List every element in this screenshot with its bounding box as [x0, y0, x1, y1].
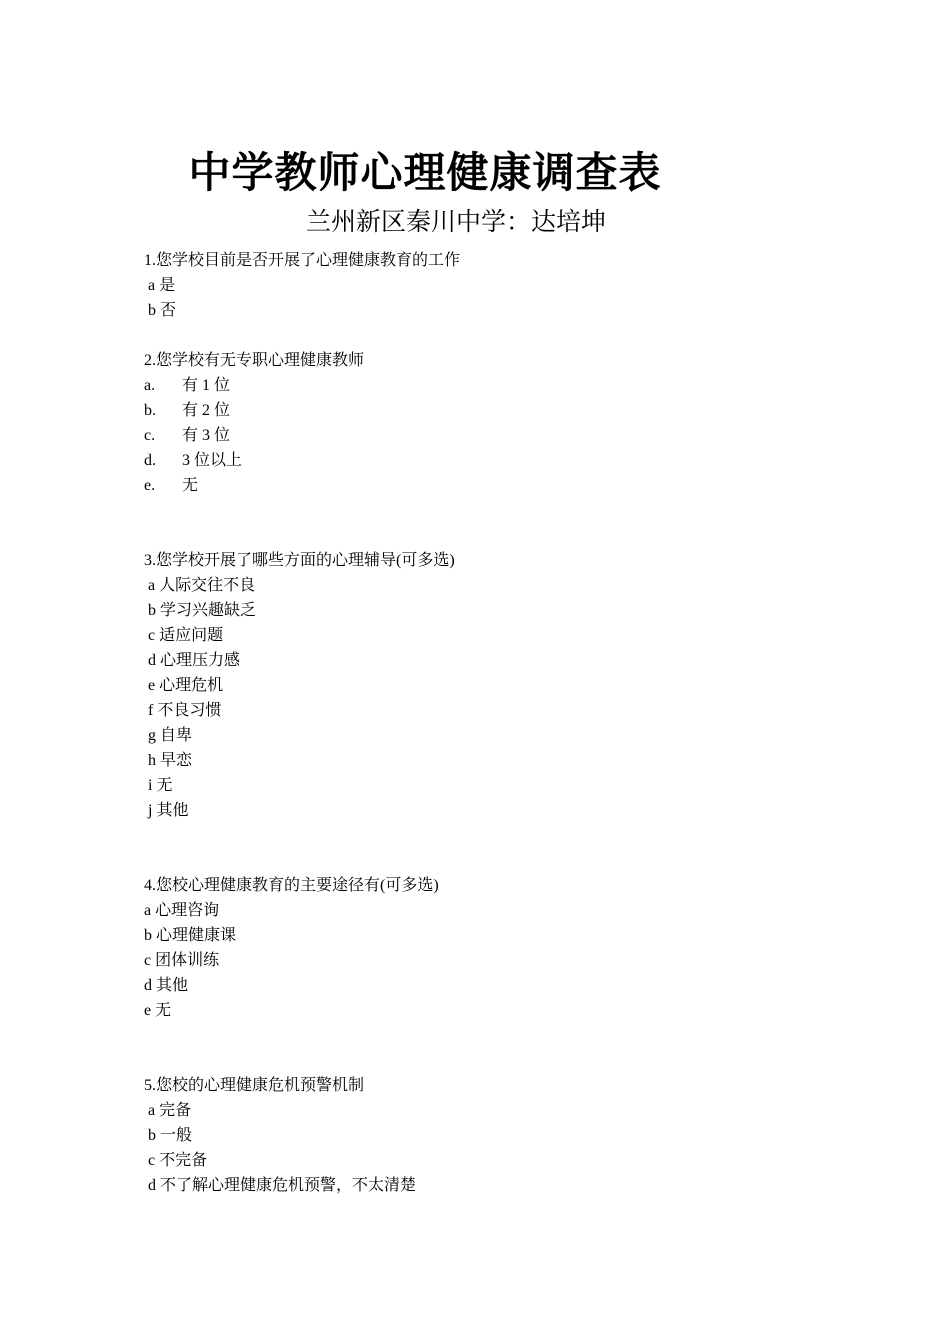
q1-option-b: b 否 — [148, 302, 177, 319]
q3-option-c: c 适应问题 — [148, 627, 224, 644]
q3-option-e: e 心理危机 — [148, 677, 224, 694]
survey-body — [144, 248, 864, 1198]
q3-option-a: a 人际交往不良 — [148, 577, 256, 594]
q3-option-b: b 学习兴趣缺乏 — [148, 602, 257, 619]
q5-option-a: a 完备 — [148, 1102, 192, 1119]
q2-option-e: e. 无 — [144, 477, 199, 494]
document-subtitle: 兰州新区秦川中学：达培坤 — [305, 209, 606, 236]
q4-option-b: b 心理健康课 — [144, 927, 237, 944]
question-2: 2.您学校有无专职心理健康教师 — [144, 352, 365, 369]
q5-option-c: c 不完备 — [148, 1152, 208, 1169]
q3-option-f: f 不良习惯 — [148, 702, 222, 719]
q3-option-j: j 其他 — [148, 802, 189, 819]
question-5: 5.您校的心理健康危机预警机制 — [144, 1077, 365, 1094]
question-4: 4.您校心理健康教育的主要途径有(可多选) — [144, 877, 439, 894]
q4-option-e: e 无 — [144, 1002, 172, 1019]
q3-option-d: d 心理压力感 — [148, 652, 241, 669]
q2-option-b: b. 有 2 位 — [144, 402, 231, 419]
q4-option-c: c 团体训练 — [144, 952, 220, 969]
q3-option-g: g 自卑 — [148, 727, 193, 744]
q2-option-d: d. 3 位以上 — [144, 452, 243, 469]
q4-option-a: a 心理咨询 — [144, 902, 220, 919]
q2-option-c: c. 有 3 位 — [144, 427, 231, 444]
q2-option-a: a. 有 1 位 — [144, 377, 231, 394]
q4-option-d: d 其他 — [144, 977, 189, 994]
q3-option-i: i 无 — [148, 777, 173, 794]
q5-option-d: d 不了解心理健康危机预警，不太清楚 — [148, 1177, 417, 1194]
question-1: 1.您学校目前是否开展了心理健康教育的工作 — [144, 252, 461, 269]
q1-option-a: a 是 — [148, 277, 176, 294]
q5-option-b: b 一般 — [148, 1127, 193, 1144]
document-title: 中学教师心理健康调查表 — [188, 151, 662, 197]
question-3: 3.您学校开展了哪些方面的心理辅导(可多选) — [144, 552, 455, 569]
q3-option-h: h 早恋 — [148, 752, 193, 769]
